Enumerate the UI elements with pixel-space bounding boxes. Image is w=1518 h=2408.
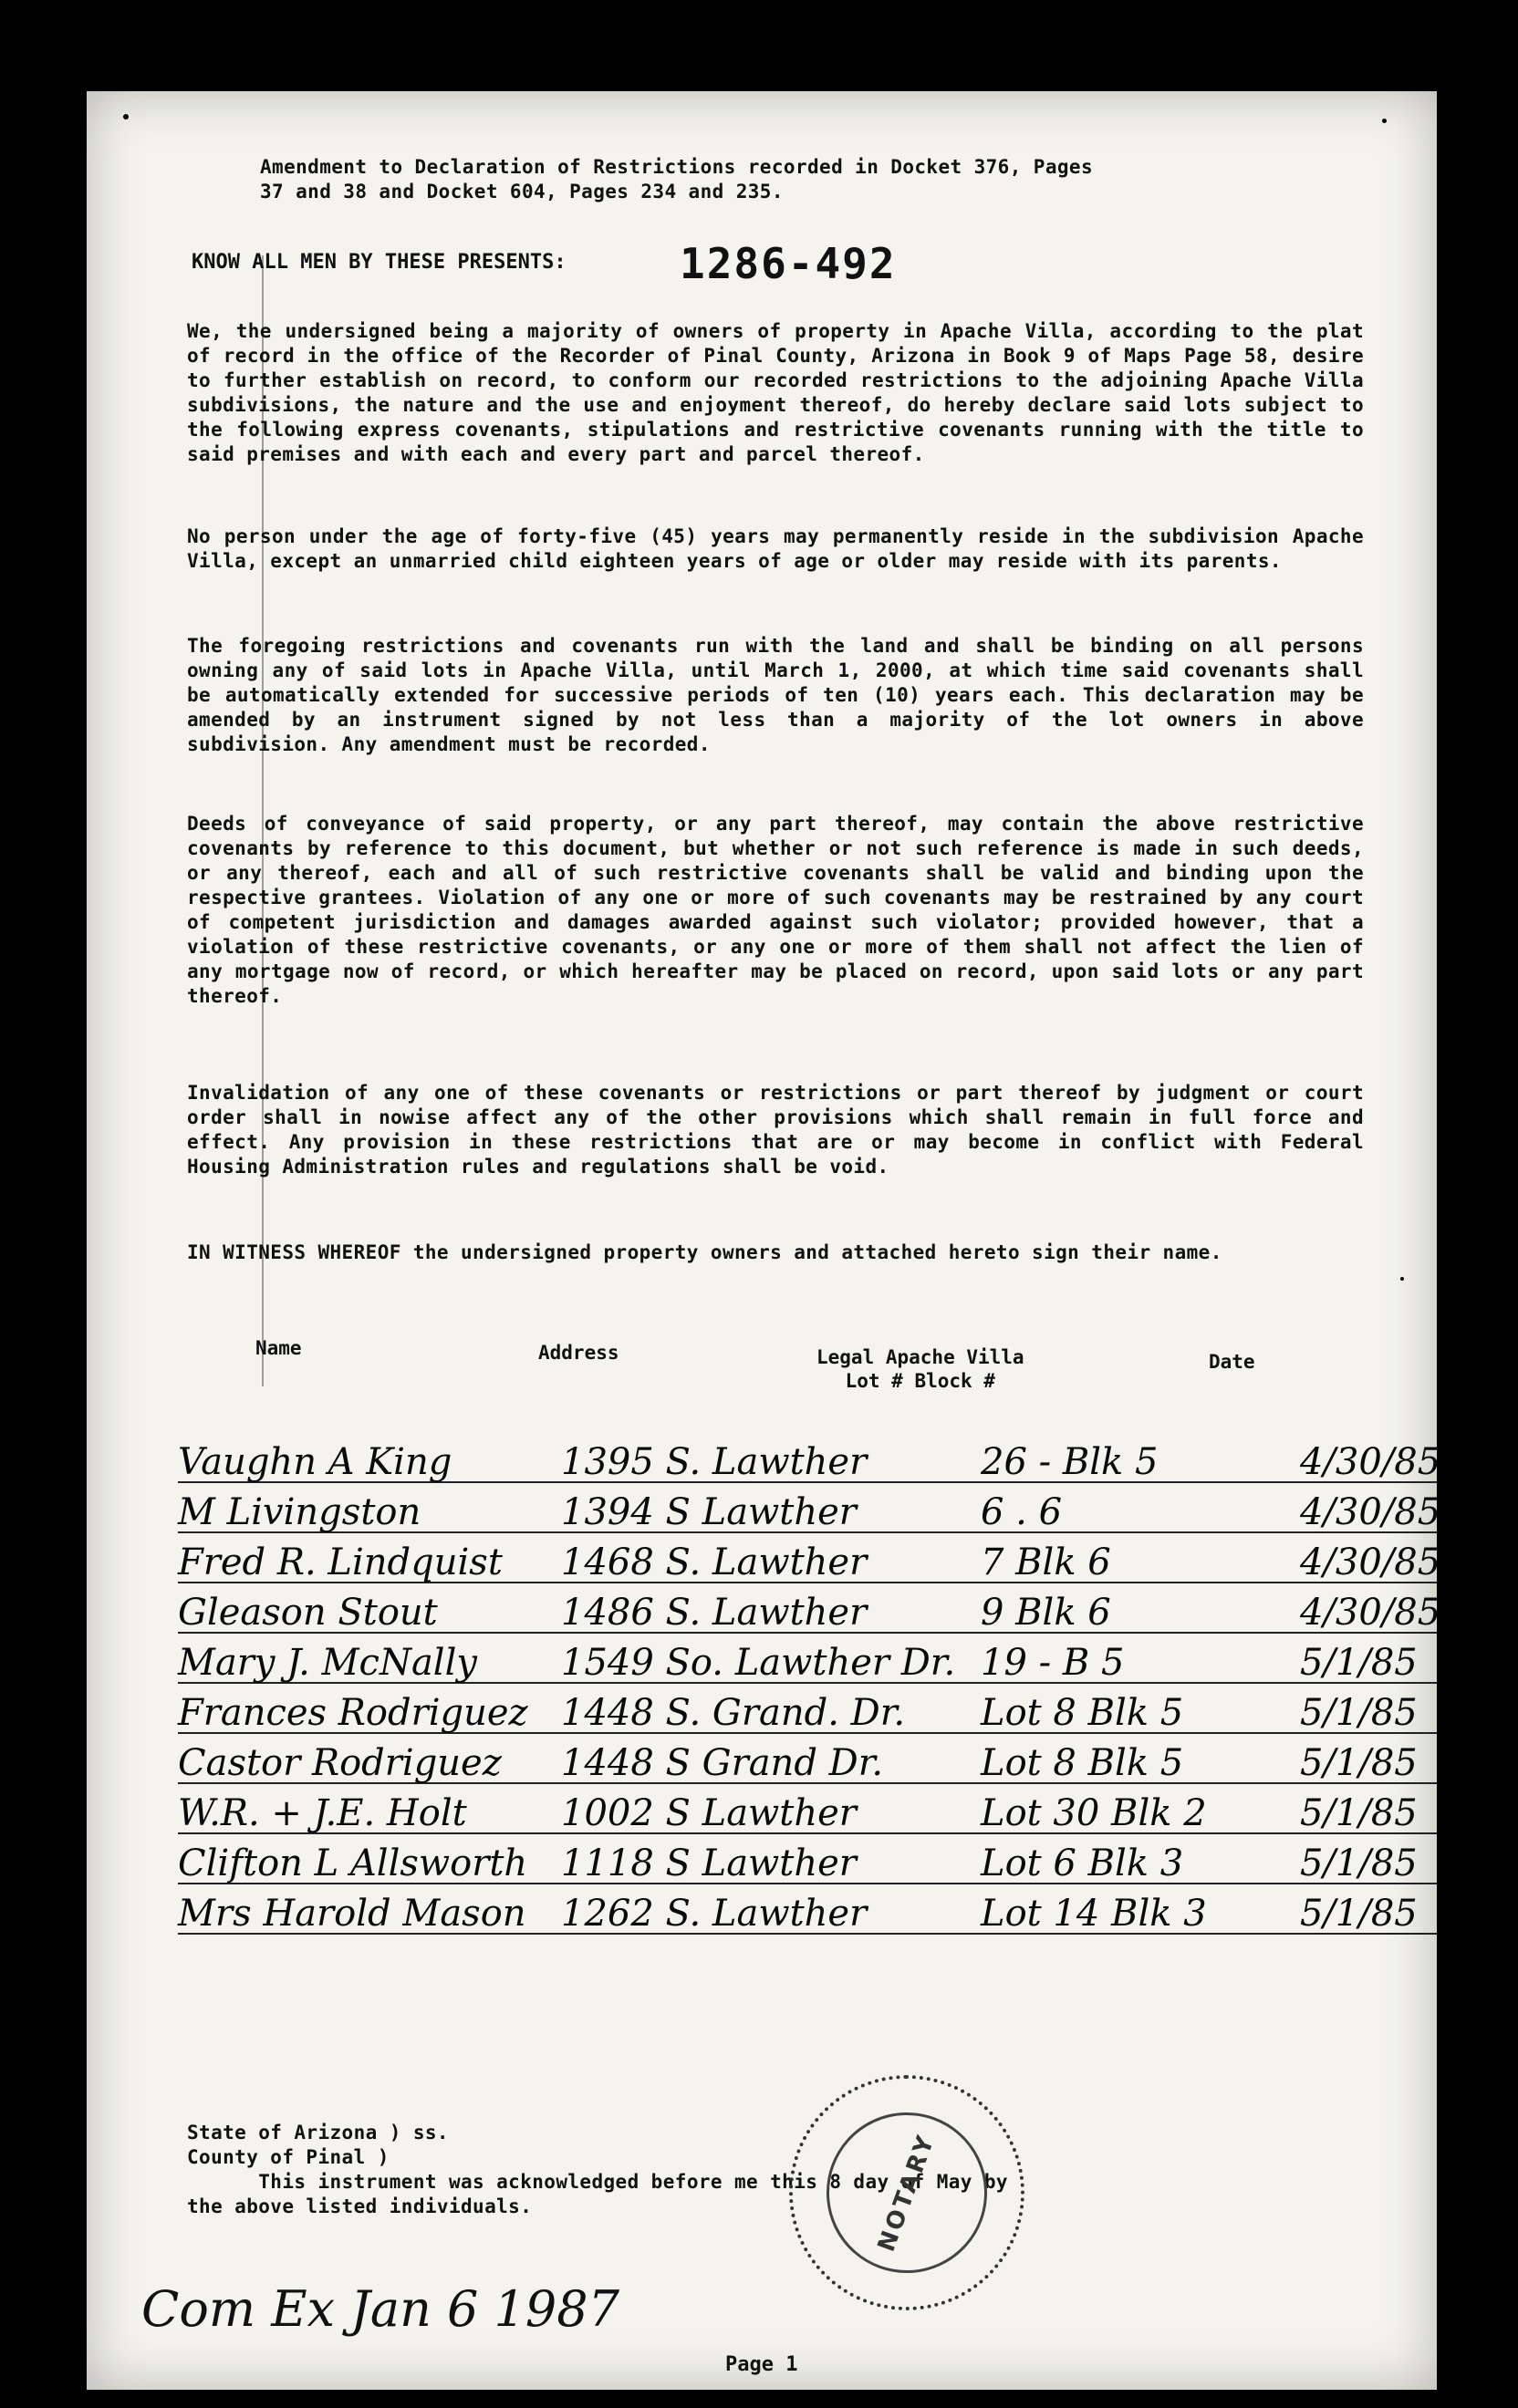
signature-row bbox=[178, 1432, 1441, 1483]
signer-address: 1002 S Lawther bbox=[561, 1792, 857, 1834]
signer-name: Frances Rodriguez bbox=[178, 1692, 528, 1734]
column-date-header: Date bbox=[1209, 1351, 1255, 1373]
signer-address: 1448 S Grand Dr. bbox=[561, 1742, 884, 1784]
signature-row bbox=[178, 1633, 1437, 1684]
signer-address: 1262 S. Lawther bbox=[561, 1893, 868, 1935]
paragraph-witness: IN WITNESS WHEREOF the undersigned property owners and attached hereto sign their name. bbox=[187, 1241, 1222, 1263]
signer-lot-block: 6 . 6 bbox=[981, 1491, 1063, 1533]
signer-lot-block: 19 - B 5 bbox=[981, 1642, 1125, 1684]
signer-name: Clifton L Allsworth bbox=[178, 1842, 528, 1884]
signature-row bbox=[178, 1482, 1441, 1533]
signer-address: 1395 S. Lawther bbox=[561, 1441, 868, 1483]
scan-speck bbox=[1382, 119, 1387, 123]
document-page bbox=[87, 91, 1441, 2390]
signature-row bbox=[178, 1532, 1441, 1583]
signer-date: 4/30/85 bbox=[1300, 1541, 1441, 1583]
signer-address: 1448 S. Grand. Dr. bbox=[561, 1692, 906, 1734]
paragraph-duration: The foregoing restrictions and covenants run with the land and shall be binding on all persons owning any of said lots in Apache Villa, until March 1, 2000, at which time said covenants shall be automatically extended for successive periods of ten (10) years each. This declaration may be amended by an instrument signed by not less than a majority of the lot owners in above subdivision. Any amendment must be recorded. bbox=[187, 635, 1377, 755]
signer-lot-block: 7 Blk 6 bbox=[981, 1541, 1111, 1583]
signer-date: 4/30/85 bbox=[1300, 1491, 1441, 1533]
signer-address: 1468 S. Lawther bbox=[561, 1541, 868, 1583]
paragraph-invalidation: Invalidation of any one of these covenants or restrictions or part thereof by judgment or court order shall in nowise affect any of the other provisions which shall remain in full force and effect. Any provision in these restrictions that are or may become in conflict with Federal Housing Administration rules and regulations shall be void. bbox=[187, 1082, 1377, 1178]
column-address-header: Address bbox=[538, 1342, 619, 1364]
signer-lot-block: Lot 8 Blk 5 bbox=[981, 1742, 1184, 1784]
signer-name: M Livingston bbox=[178, 1491, 421, 1533]
signature-row bbox=[178, 1583, 1441, 1634]
signature-row bbox=[178, 1884, 1437, 1935]
signer-date: 5/1/85 bbox=[1300, 1642, 1418, 1684]
signer-name: Vaughn A King bbox=[178, 1441, 452, 1483]
signer-address: 1486 S. Lawther bbox=[561, 1592, 868, 1634]
commission-expiration: Com Ex Jan 6 1987 bbox=[141, 2280, 619, 2338]
signer-lot-block: 9 Blk 6 bbox=[981, 1592, 1111, 1634]
signer-lot-block: Lot 30 Blk 2 bbox=[981, 1792, 1207, 1834]
document-number: 1286-492 bbox=[680, 239, 897, 288]
signer-date: 4/30/85 bbox=[1300, 1441, 1441, 1483]
notary-acknowledgment: State of Arizona ) ss. County of Pinal ) This instrument was acknowledged before me this 8 day of May by the above listed individuals. bbox=[187, 2122, 1008, 2217]
notary-seal bbox=[789, 2075, 1024, 2310]
signer-name: Mary J. McNally bbox=[178, 1642, 477, 1684]
paragraph-deeds: Deeds of conveyance of said property, or any part thereof, may contain the above restrictive covenants by reference to this document, but whether or not such reference is made in such deeds, or any thereof, each and all of such restrictive covenants shall be valid and binding upon the respective grantees. Violation of any one or more of such covenants may be restrained by any court of competent jurisdiction and damages awarded against such violator; provided however, that a violation of these restrictive covenants, or any one or more of them shall not affect the lien of any mortgage now of record, or which hereafter may be placed on record, upon said lots or any part thereof. bbox=[187, 813, 1377, 1007]
amendment-header: Amendment to Declaration of Restrictions recorded in Docket 376, Pages 37 and 38 and Docket 604, Pages 234 and 235. bbox=[260, 156, 1094, 202]
signature-row bbox=[178, 1783, 1437, 1834]
signer-address: 1549 So. Lawther Dr. bbox=[561, 1642, 956, 1684]
signer-name: Mrs Harold Mason bbox=[178, 1893, 526, 1935]
signer-lot-block: Lot 14 Blk 3 bbox=[981, 1893, 1207, 1935]
signature-row bbox=[178, 1833, 1437, 1884]
signer-name: W.R. + J.E. Holt bbox=[178, 1792, 467, 1834]
signer-name: Fred R. Lindquist bbox=[178, 1541, 503, 1583]
signer-date: 5/1/85 bbox=[1300, 1893, 1418, 1935]
column-legal-header: Legal Apache Villa Lot # Block # bbox=[816, 1346, 1024, 1392]
signer-lot-block: 26 - Blk 5 bbox=[981, 1441, 1159, 1483]
notary-seal-text: NOTARY bbox=[804, 2090, 1010, 2296]
signer-address: 1394 S Lawther bbox=[561, 1491, 857, 1533]
signer-lot-block: Lot 8 Blk 5 bbox=[981, 1692, 1184, 1734]
signer-date: 5/1/85 bbox=[1300, 1692, 1418, 1734]
scan-speck bbox=[1400, 1277, 1404, 1281]
signer-date: 5/1/85 bbox=[1300, 1842, 1418, 1884]
signer-name: Gleason Stout bbox=[178, 1592, 438, 1634]
column-name-header: Name bbox=[255, 1337, 302, 1359]
scan-speck bbox=[123, 114, 129, 119]
paragraph-age-restriction: No person under the age of forty-five (45) years may permanently reside in the subdivision Apache Villa, except an unmarried child eighteen years of age or older may reside with its parents. bbox=[187, 525, 1377, 572]
signer-date: 4/30/85 bbox=[1300, 1592, 1441, 1634]
signature-row bbox=[178, 1733, 1437, 1784]
signer-name: Castor Rodriguez bbox=[178, 1742, 502, 1784]
signature-row bbox=[178, 1683, 1437, 1734]
signer-date: 5/1/85 bbox=[1300, 1742, 1418, 1784]
paragraph-declaration: We, the undersigned being a majority of owners of property in Apache Villa, according to the plat of record in the office of the Recorder of Pinal County, Arizona in Book 9 of Maps Page 58, desire to further establish on record, to conform our recorded restrictions to the adjoining Apache Villa subdivisions, the nature and the use and enjoyment thereof, do hereby declare said lots subject to the following express covenants, stipulations and restrictive covenants running with the title to said premises and with each and every part and parcel thereof. bbox=[187, 320, 1377, 465]
page-number: Page 1 bbox=[725, 2353, 798, 2376]
signer-date: 5/1/85 bbox=[1300, 1792, 1418, 1834]
signer-address: 1118 S Lawther bbox=[561, 1842, 857, 1884]
know-all-men: KNOW ALL MEN BY THESE PRESENTS: bbox=[192, 251, 567, 274]
signer-lot-block: Lot 6 Blk 3 bbox=[981, 1842, 1184, 1884]
